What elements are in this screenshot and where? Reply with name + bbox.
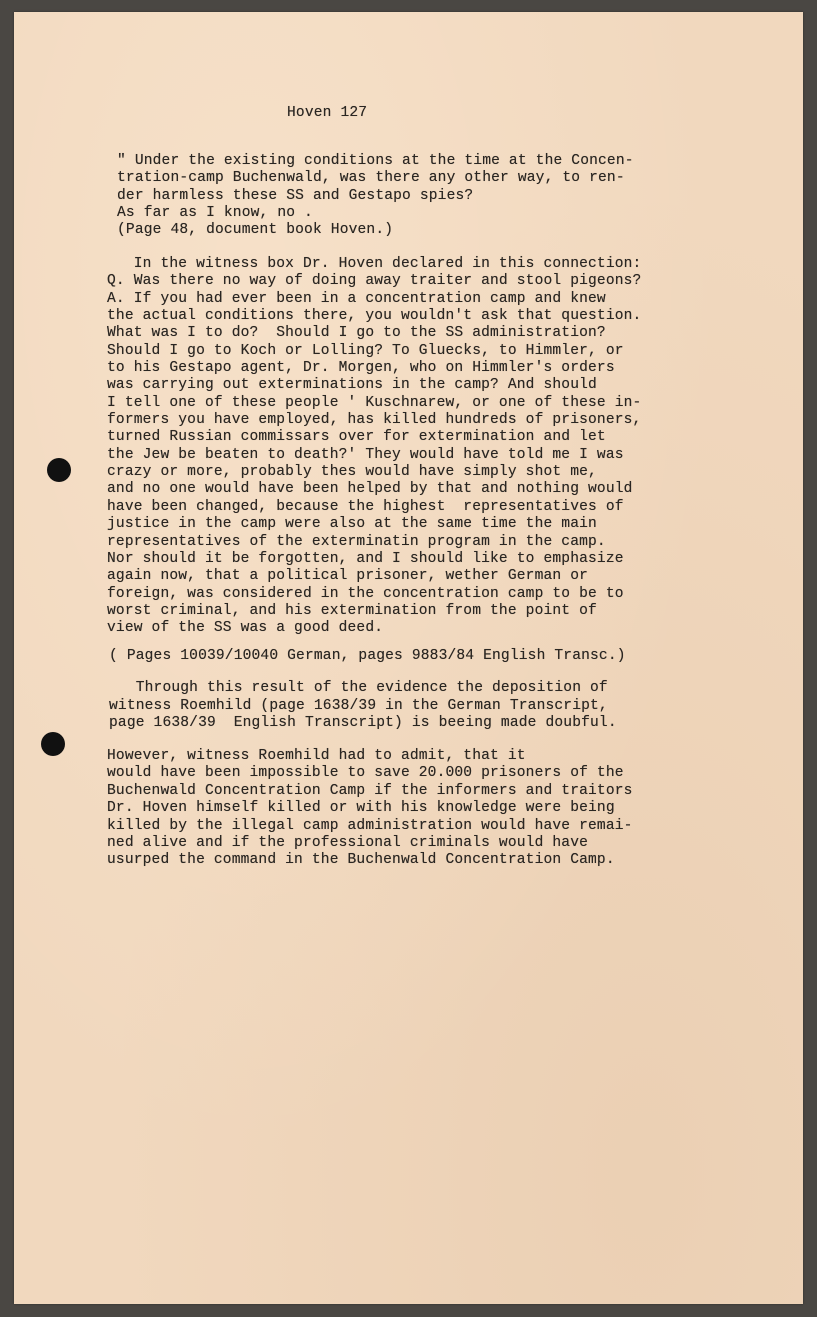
testimony-paragraph: In the witness box Dr. Hoven declared in this connection: Q. Was there no way of doing away traiter and stool pigeons? A. If you had ever been in a concentration camp and knew the actual conditions there, you wouldn't ask that question. What was I to do? Should I go to the SS administration? Should I go to Koch or Lolling? To Gluecks, to Himmler, or to his Gestapo agent, Dr. Morgen, who on Himmler's orders was carrying out exterminations in the camp? And should I tell one of these people ' Kuschnarew, or one of these in- formers you have employed, has killed hundreds of prisoners, turned Russian commissars over for extermination and let the Jew be beaten to death?' They would have told me I was crazy or more, probably thes would have simply shot me, and no one would have been helped by that and nothing would have been changed, because the highest representatives of justice in the camp were also at the same time the main representatives of the exterminatin program in the camp. Nor should it be forgotten, and I should like to emphasize again now, that a political prisoner, wether German or foreign, was considered in the concentration camp to be to worst criminal, and his extermination from the point of view of the SS was a good deed. (107, 256, 642, 637)
quote-paragraph: " Under the existing conditions at the time at the Concen- tration-camp Buchenwald, was there any other way, to ren- der harmless these SS and Gestapo spies? As far as I know, no . (Page 48, document book Hoven.) (117, 153, 634, 239)
document-page (14, 12, 803, 1304)
transcript-reference: ( Pages 10039/10040 German, pages 9883/84 English Transc.) (109, 648, 626, 664)
page-header: Hoven 127 (287, 105, 368, 121)
conclusion-paragraph: However, witness Roemhild had to admit, that it would have been impossible to save 20.000 prisoners of the Buchenwald Concentration Camp if the informers and traitors Dr. Hoven himself killed or with his knowledge were being killed by the illegal camp administration would have remai- ned alive and if the professional criminals would have usurped the command in the Buchenwald Concentration Camp. (107, 748, 633, 869)
punch-hole (41, 732, 65, 756)
evidence-paragraph: Through this result of the evidence the deposition of witness Roemhild (page 1638/39 in the German Transcript, page 1638/39 English Transcript) is beeing made doubful. (109, 680, 617, 731)
punch-hole (47, 458, 71, 482)
